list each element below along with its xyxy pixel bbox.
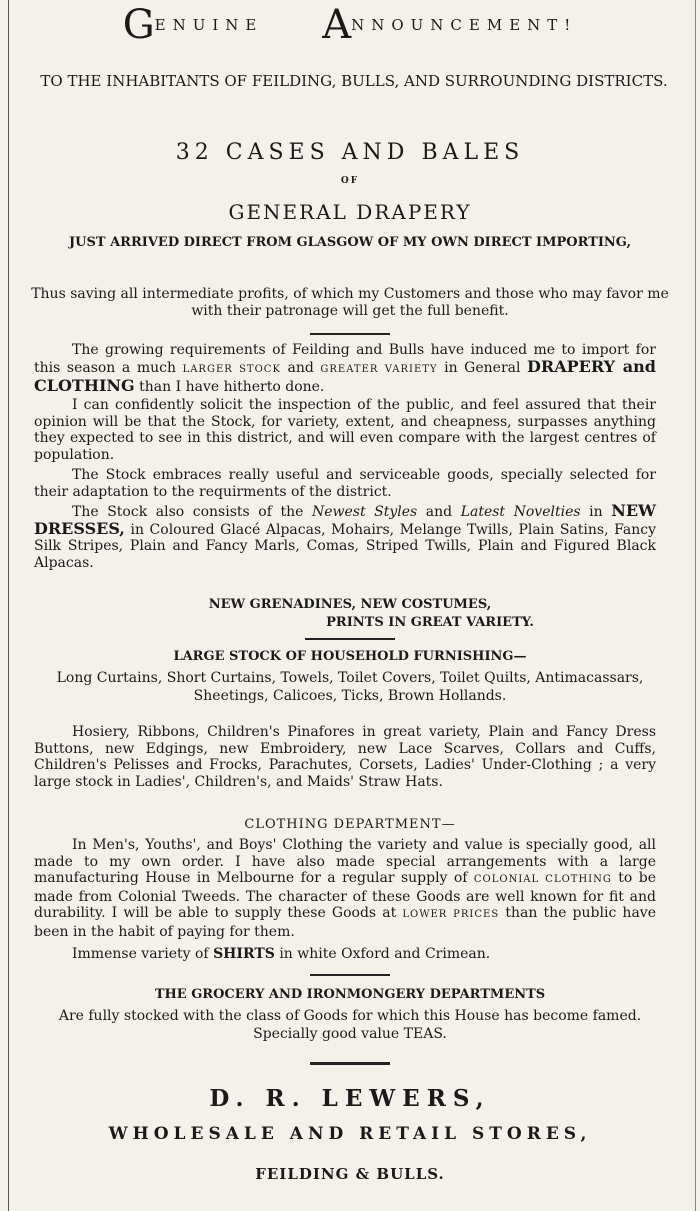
p1-drapery-clothing: DRAPERY and CLOTHING <box>34 356 656 395</box>
p1-and: and <box>280 359 321 376</box>
clothing-text-b: to be made from Colonial Tweeds. The character of these Goods are well known for fit and durability. I will be able to supply these Goods at <box>34 870 657 921</box>
divider <box>310 333 390 335</box>
p1-text-c: than I have hitherto done. <box>134 379 325 395</box>
headline-genuine-rest: ENUINE <box>154 16 264 34</box>
p1-greater-variety: GREATER VARIETY <box>320 363 438 375</box>
divider <box>305 638 395 640</box>
p4-text-b: in Coloured Glacé Alpacas, Mohairs, Melange Twills, Plain Satins, Fancy Silk Stripes, Plain and Fancy Marls, Comas, Striped Twills, Plain and Figured Black Alpacas. <box>34 521 656 571</box>
clothing-lower-prices: LOWER PRICES <box>402 909 500 920</box>
paragraph-clothing <box>34 837 656 940</box>
p4-new-dresses: NEW DRESSES, <box>34 501 656 538</box>
grocery-text: Are fully stocked with the class of Goods for which this House has become famed. Specially good value TEAS. <box>58 1008 642 1042</box>
shirts-word: SHIRTS <box>213 946 275 962</box>
headline-announcement-rest: NNOUNCEMENT! <box>351 16 578 34</box>
address-line: TO THE INHABITANTS OF FEILDING, BULLS, AND SURROUNDING DISTRICTS. <box>40 72 668 90</box>
grenadines-line-2: PRINTS IN GREAT VARIETY. <box>326 615 534 630</box>
paragraph-shirts <box>34 946 656 963</box>
p4-latest-novelties: Latest Novelties <box>460 504 581 520</box>
merchant-name: D. R. LEWERS, <box>209 1085 491 1112</box>
p4-and: and <box>417 504 461 520</box>
paragraph-requirements <box>34 342 656 396</box>
paragraph-inspection: I can confidently solicit the inspection of the public, and feel assured that their opinion will be that the Stock, for variety, extent, and cheapness, surpasses anything they expected to see in this district, and will even compare with the largest centres of population. <box>34 397 656 463</box>
divider <box>310 974 390 976</box>
p1-text-a: The growing requirements of Feilding and Bulls have induced me to import for this season a much <box>34 342 656 376</box>
household-heading: LARGE STOCK OF HOUSEHOLD FURNISHING— <box>173 649 527 664</box>
clothing-text-a: In Men's, Youths', and Boys' Clothing the variety and value is specially good, all made to my own order. I have also made special arrangements with a large manufacturing House in Melbourne for a regular supply of <box>34 837 656 886</box>
shirts-text-a: Immense variety of <box>72 946 214 962</box>
arrival-line: JUST ARRIVED DIRECT FROM GLASGOW OF MY OWN DIRECT IMPORTING, <box>69 235 631 250</box>
p4-text-a: The Stock also consists of the <box>72 504 312 520</box>
saving-line: Thus saving all intermediate profits, of which my Customers and those who may favor me with their patronage will get the full benefit. <box>31 286 669 319</box>
headline-initial-a: A <box>322 2 352 48</box>
p1-larger-stock: LARGER STOCK <box>182 363 281 375</box>
clothing-colonial: COLONIAL CLOTHING <box>473 874 612 885</box>
paragraph-stock-embraces: The Stock embraces really useful and serviceable goods, specially selected for their adaptation to the requirments of the district. <box>34 467 656 500</box>
cases-heading: 32 CASES AND BALES <box>175 140 525 165</box>
of-label: OF <box>340 176 360 186</box>
stores-line: WHOLESALE AND RETAIL STORES, <box>108 1124 592 1144</box>
divider <box>310 1062 390 1065</box>
clothing-text-c: than the public have been in the habit of paying for them. <box>34 905 656 940</box>
p1-text-b: in General <box>437 359 528 376</box>
headline-initial-g: G <box>122 2 155 48</box>
shirts-text-b: in white Oxford and Crimean. <box>274 946 491 962</box>
paragraph-new-dresses <box>34 503 656 571</box>
p4-in: in <box>580 504 612 520</box>
grenadines-line-1: NEW GRENADINES, NEW COSTUMES, <box>208 597 492 612</box>
general-drapery-heading: GENERAL DRAPERY <box>228 200 472 224</box>
location-line: FEILDING & BULLS. <box>255 1165 445 1183</box>
p4-newest-styles: Newest Styles <box>311 504 418 520</box>
clothing-heading: CLOTHING DEPARTMENT— <box>244 817 456 832</box>
paragraph-hosiery: Hosiery, Ribbons, Children's Pinafores in great variety, Plain and Fancy Dress Buttons, new Edgings, new Embroidery, new Lace Scarves, Collars and Cuffs, Children's Pelisses and Frocks, Parachutes, Corsets, Ladies' Under-Clothing ; a very large stock in Ladies', Children's, and Maids' Straw Hats. <box>34 724 656 790</box>
grocery-heading: THE GROCERY AND IRONMONGERY DEPARTMENTS <box>154 987 546 1002</box>
household-items: Long Curtains, Short Curtains, Towels, Toilet Covers, Toilet Quilts, Antimacassars, Sheetings, Calicoes, Ticks, Brown Hollands. <box>56 670 644 704</box>
announcement-headline <box>40 2 660 48</box>
